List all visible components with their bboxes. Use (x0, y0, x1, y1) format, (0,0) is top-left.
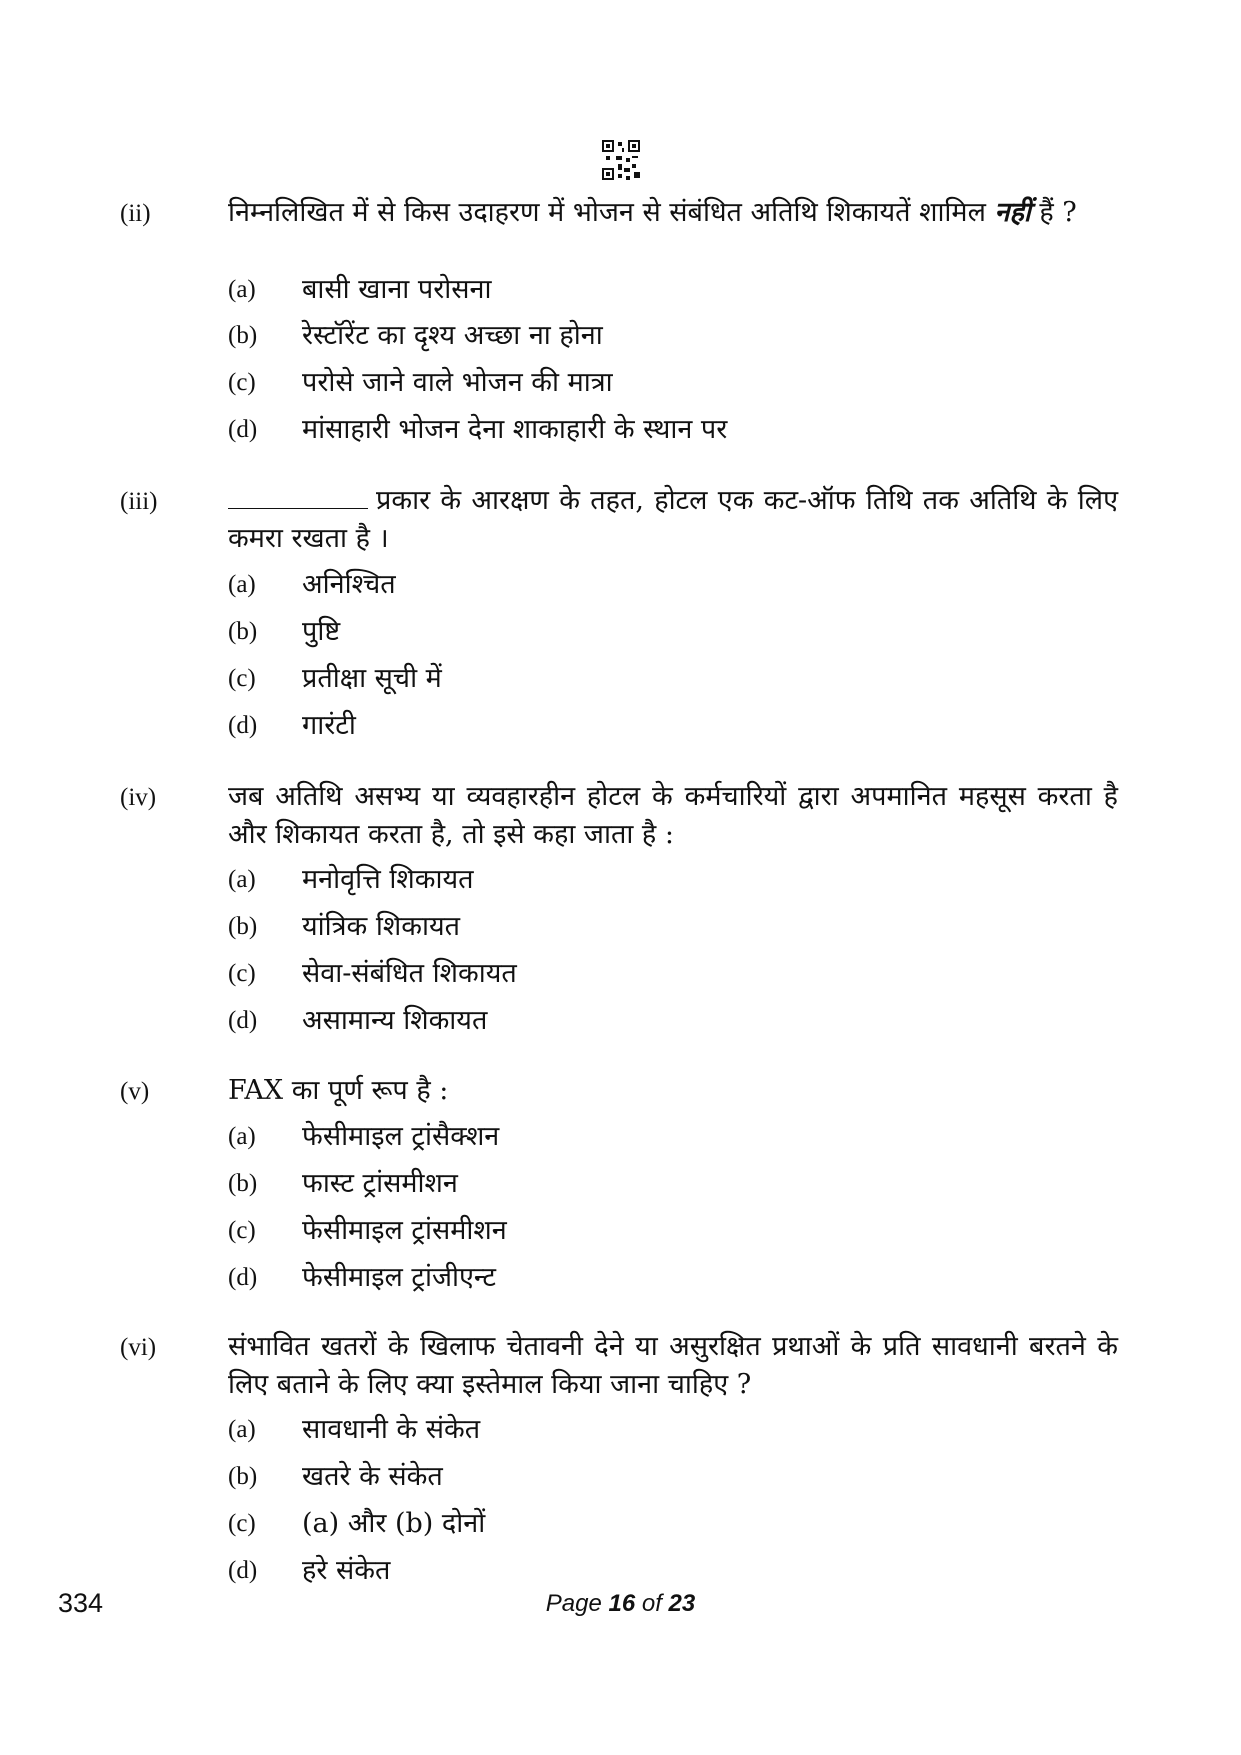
paper-code: 334 (58, 1588, 104, 1618)
current-page: 16 (608, 1590, 636, 1617)
question-number: (v) (120, 1078, 150, 1105)
emphasis-word: नहीं (994, 197, 1031, 228)
question-number: (iv) (120, 784, 157, 811)
question-text: संभावित खतरों के खिलाफ चेतावनी देने या असुरक्षित प्रथाओं के प्रति सावधानी बरतने के लिए बताने के लिए क्या इस्तेमाल किया जाना चाहिए ? (228, 1331, 1118, 1400)
page-indicator: Page 16 of 23 (545, 1590, 696, 1617)
question-number: (vi) (120, 1334, 157, 1361)
fill-in-blank (228, 486, 368, 509)
question-number: (ii) (120, 200, 151, 227)
question-number: (iii) (120, 488, 158, 515)
qr-code-image (602, 140, 640, 180)
question-text: जब अतिथि असभ्य या व्यवहारहीन होटल के कर्मचारियों द्वारा अपमानित महसूस करता है और शिकायत करता है, तो इसे कहा जाता है : (228, 781, 1118, 850)
question-text: प्रकार के आरक्षण के तहत, होटल एक कट-ऑफ तिथि तक अतिथि के लिए कमरा रखता है । (228, 485, 1118, 554)
question-text: निम्नलिखित में से किस उदाहरण में भोजन से संबंधित अतिथि शिकायतें शामिल नहीं हैं ? (228, 197, 1077, 228)
question-text: FAX का पूर्ण रूप है : (228, 1075, 449, 1106)
total-pages: 23 (668, 1590, 696, 1617)
